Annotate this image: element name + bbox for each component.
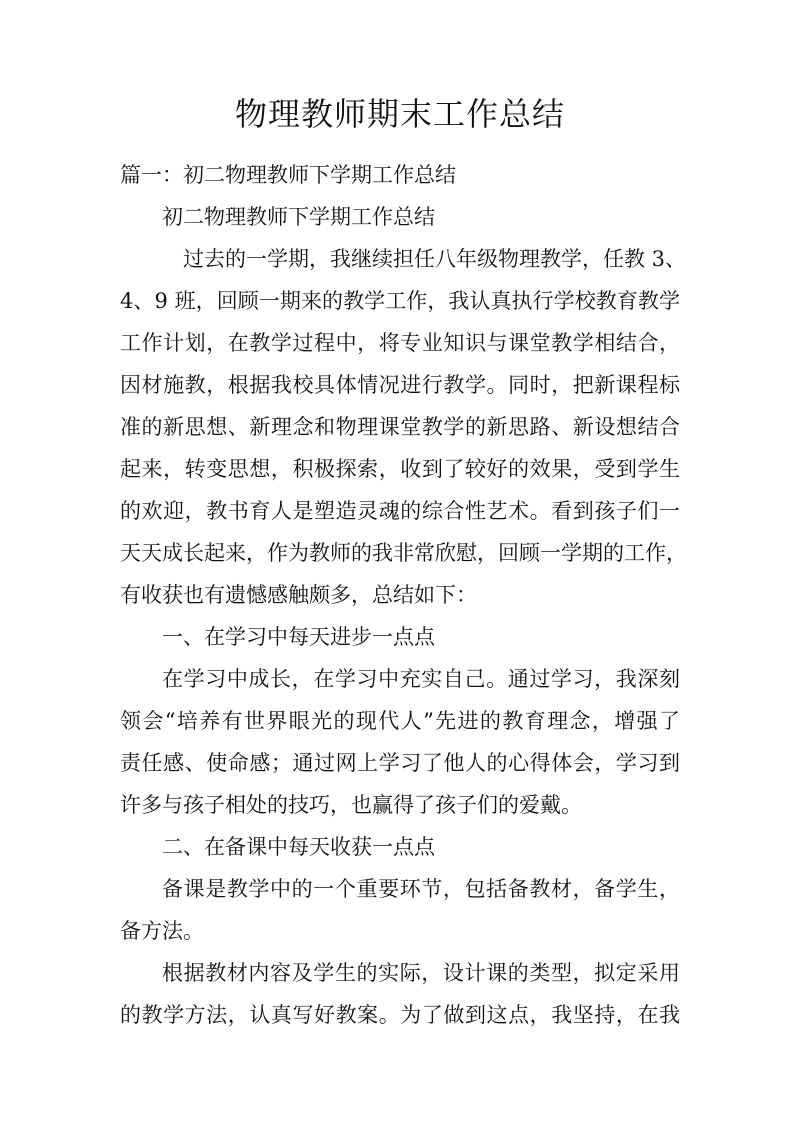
paragraph-line: 天天成长起来，作为教师的我非常欣慰，回顾一学期的工作， [120,541,687,565]
section-heading: 篇一：初二物理教师下学期工作总结 [120,163,456,187]
paragraph-line: 领会“培养有世界眼光的现代人”先进的教育理念，增强了 [120,709,680,733]
paragraph-line: 有收获也有遗憾感触颇多，总结如下： [120,583,477,607]
paragraph-line: 起来，转变思想，积极探索，收到了较好的效果，受到学生 [120,457,680,481]
section-heading: 一、在学习中每天进步一点点 [162,625,435,649]
paragraph-line: 因材施教，根据我校具体情况进行教学。同时，把新课程标 [120,373,680,397]
paragraph-line: 的教学方法，认真写好教案。为了做到这点，我坚持，在我 [120,1003,680,1027]
subtitle: 初二物理教师下学期工作总结 [162,205,435,229]
paragraph-line: 准的新思想、新理念和物理课堂教学的新思路、新设想结合 [120,415,680,439]
paragraph-line: 备课是教学中的一个重要环节，包括备教材，备学生， [162,877,680,901]
paragraph-line: 工作计划，在教学过程中，将专业知识与课堂教学相结合， [120,331,680,355]
paragraph-line: 责任感、使命感；通过网上学习了他人的心得体会，学习到 [120,751,680,775]
section-heading: 二、在备课中每天收获一点点 [162,835,435,859]
document-title: 物理教师期末工作总结 [234,95,565,133]
paragraph-line: 过去的一学期，我继续担任八年级物理教学，任教 3、 [183,247,687,271]
paragraph-line: 许多与孩子相处的技巧，也赢得了孩子们的爱戴。 [120,793,582,817]
paragraph-line: 在学习中成长，在学习中充实自己。通过学习，我深刻 [162,667,680,691]
paragraph-line: 备方法。 [120,919,204,943]
paragraph-line: 4、9 班，回顾一期来的教学工作，我认真执行学校教育教学 [120,289,680,313]
paragraph-line: 根据教材内容及学生的实际，设计课的类型，拟定采用 [162,961,680,985]
paragraph-line: 的欢迎，教书育人是塑造灵魂的综合性艺术。看到孩子们一 [120,499,680,523]
